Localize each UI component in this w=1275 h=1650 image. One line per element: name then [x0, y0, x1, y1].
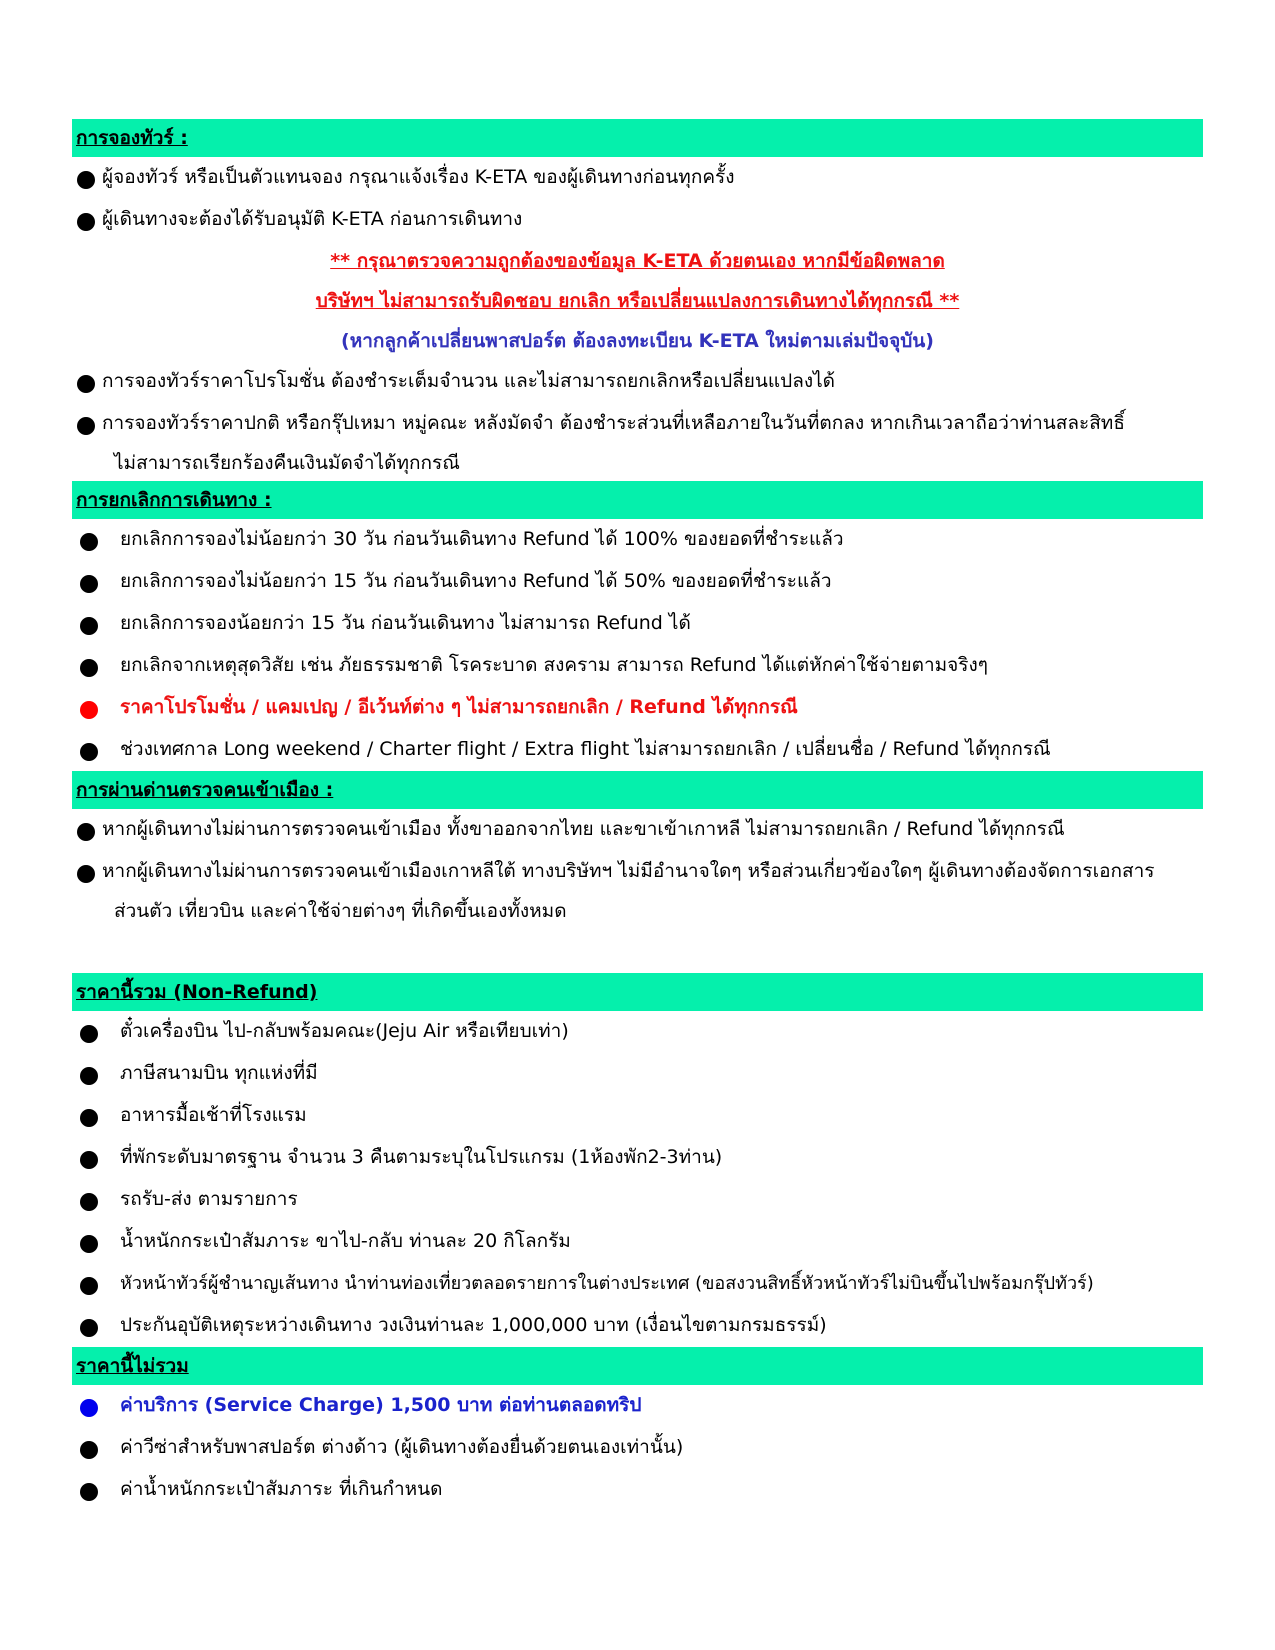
section-header-booking: การจองทัวร์ :: [72, 119, 1203, 157]
bullet-icon: [80, 659, 98, 677]
section-header-excluded: ราคานี้ไม่รวม: [72, 1347, 1203, 1385]
list-item-continuation: ไม่สามารถเรียกร้องคืนเงินมัดจำได้ทุกกรณี: [114, 452, 460, 474]
bullet-icon: [80, 533, 98, 551]
list-item: ยกเลิกการจองไม่น้อยกว่า 15 วัน ก่อนวันเดินทาง Refund ได้ 50% ของยอดที่ชำระแล้ว: [72, 561, 1203, 603]
bullet-icon: [80, 1319, 98, 1337]
bullet-icon: [77, 171, 95, 189]
bullet-icon: [80, 1235, 98, 1253]
bullet-icon: [80, 1441, 98, 1459]
warning-line: บริษัทฯ ไม่สามารถรับผิดชอบ ยกเลิก หรือเปลี่ยนแปลงการเดินทางได้ทุกกรณี **: [315, 290, 960, 312]
list-item: อาหารมื้อเช้าที่โรงแรม: [72, 1095, 1203, 1137]
list-item: ที่พักระดับมาตรฐาน จำนวน 3 คืนตามระบุในโปรแกรม (1ห้องพัก2-3ท่าน): [72, 1137, 1203, 1179]
list-item: ผู้เดินทางจะต้องได้รับอนุมัติ K-ETA ก่อนการเดินทาง: [72, 199, 1203, 241]
list-item: ยกเลิกการจองน้อยกว่า 15 วัน ก่อนวันเดินทาง ไม่สามารถ Refund ได้: [72, 603, 1203, 645]
list-item-service-charge: ค่าบริการ (Service Charge) 1,500 บาท ต่อท่านตลอดทริป: [72, 1385, 1203, 1427]
spacer: [72, 929, 1203, 973]
list-item: หากผู้เดินทางไม่ผ่านการตรวจคนเข้าเมืองเกาหลีใต้ ทางบริษัทฯ ไม่มีอำนาจใดๆ หรือส่วนเกี่ยวข้องใดๆ ผู้เดินทางต้องจัดการเอกสาร: [72, 851, 1203, 893]
document: [72, 119, 1203, 1511]
bullet-icon: [80, 575, 98, 593]
bullet-icon: [80, 1109, 98, 1127]
list-item-promo: ราคาโปรโมชั่น / แคมเปญ / อีเว้นท์ต่าง ๆ ไม่สามารถยกเลิก / Refund ได้ทุกกรณี: [72, 687, 1203, 729]
bullet-icon: [80, 1025, 98, 1043]
bullet-icon: [77, 823, 95, 841]
section-header-cancel: การยกเลิกการเดินทาง :: [72, 481, 1203, 519]
list-item: ประกันอุบัติเหตุระหว่างเดินทาง วงเงินท่านละ 1,000,000 บาท (เงื่อนไขตามกรมธรรม์): [72, 1305, 1203, 1347]
bullet-icon: [80, 617, 98, 635]
bullet-icon: [80, 1151, 98, 1169]
list-item: ผู้จองทัวร์ หรือเป็นตัวแทนจอง กรุณาแจ้งเรื่อง K-ETA ของผู้เดินทางก่อนทุกครั้ง: [72, 157, 1203, 199]
list-item: การจองทัวร์ราคาโปรโมชั่น ต้องชำระเต็มจำนวน และไม่สามารถยกเลิกหรือเปลี่ยนแปลงได้: [72, 361, 1203, 403]
bullet-icon: [77, 417, 95, 435]
bullet-icon: [80, 1277, 98, 1295]
bullet-icon: [77, 213, 95, 231]
section-header-immigration: การผ่านด่านตรวจคนเข้าเมือง :: [72, 771, 1203, 809]
list-item: ยกเลิกการจองไม่น้อยกว่า 30 วัน ก่อนวันเดินทาง Refund ได้ 100% ของยอดที่ชำระแล้ว: [72, 519, 1203, 561]
bullet-icon: [80, 743, 98, 761]
list-item: การจองทัวร์ราคาปกติ หรือกรุ๊ปเหมา หมู่คณะ หลังมัดจำ ต้องชำระส่วนที่เหลือภายในวันที่ตกลง หากเกินเวลาถือว่าท่านสละสิทธิ์: [72, 403, 1203, 445]
passport-note: (หากลูกค้าเปลี่ยนพาสปอร์ต ต้องลงทะเบียน K-ETA ใหม่ตามเล่มปัจจุบัน): [341, 330, 934, 352]
bullet-icon: [77, 375, 95, 393]
section-header-included: ราคานี้รวม (Non-Refund): [72, 973, 1203, 1011]
list-item-continuation: ส่วนตัว เที่ยวบิน และค่าใช้จ่ายต่างๆ ที่เกิดขึ้นเองทั้งหมด: [114, 900, 567, 922]
list-item: ตั๋วเครื่องบิน ไป-กลับพร้อมคณะ(Jeju Air หรือเทียบเท่า): [72, 1011, 1203, 1053]
bullet-icon: [80, 1193, 98, 1211]
list-item: ยกเลิกจากเหตุสุดวิสัย เช่น ภัยธรรมชาติ โรคระบาด สงคราม สามารถ Refund ได้แต่หักค่าใช้จ่ายตามจริงๆ: [72, 645, 1203, 687]
bullet-icon: [77, 865, 95, 883]
bullet-icon: [80, 1067, 98, 1085]
list-item: ภาษีสนามบิน ทุกแห่งที่มี: [72, 1053, 1203, 1095]
list-item: น้ำหนักกระเป๋าสัมภาระ ขาไป-กลับ ท่านละ 20 กิโลกรัม: [72, 1221, 1203, 1263]
list-item: รถรับ-ส่ง ตามรายการ: [72, 1179, 1203, 1221]
list-item: หากผู้เดินทางไม่ผ่านการตรวจคนเข้าเมือง ทั้งขาออกจากไทย และขาเข้าเกาหลี ไม่สามารถยกเลิก / Refund ได้ทุกกรณี: [72, 809, 1203, 851]
warning-line: ** กรุณาตรวจความถูกต้องของข้อมูล K-ETA ด้วยตนเอง หากมีข้อผิดพลาด: [330, 250, 945, 272]
red-bullet-icon: [80, 701, 98, 719]
list-item: ค่าวีซ่าสำหรับพาสปอร์ต ต่างด้าว (ผู้เดินทางต้องยื่นด้วยตนเองเท่านั้น): [72, 1427, 1203, 1469]
list-item: หัวหน้าทัวร์ผู้ชำนาญเส้นทาง นำท่านท่องเที่ยวตลอดรายการในต่างประเทศ (ขอสงวนสิทธิ์หัวหน้าทัวร์ไม่บินขึ้นไปพร้อมกรุ๊ปทัวร์): [72, 1263, 1203, 1305]
list-item: ช่วงเทศกาล Long weekend / Charter flight / Extra flight ไม่สามารถยกเลิก / เปลี่ยนชื่อ / Refund ได้ทุกกรณี: [72, 729, 1203, 771]
list-item: ค่าน้ำหนักกระเป๋าสัมภาระ ที่เกินกำหนด: [72, 1469, 1203, 1511]
blue-bullet-icon: [80, 1399, 98, 1417]
bullet-icon: [80, 1483, 98, 1501]
